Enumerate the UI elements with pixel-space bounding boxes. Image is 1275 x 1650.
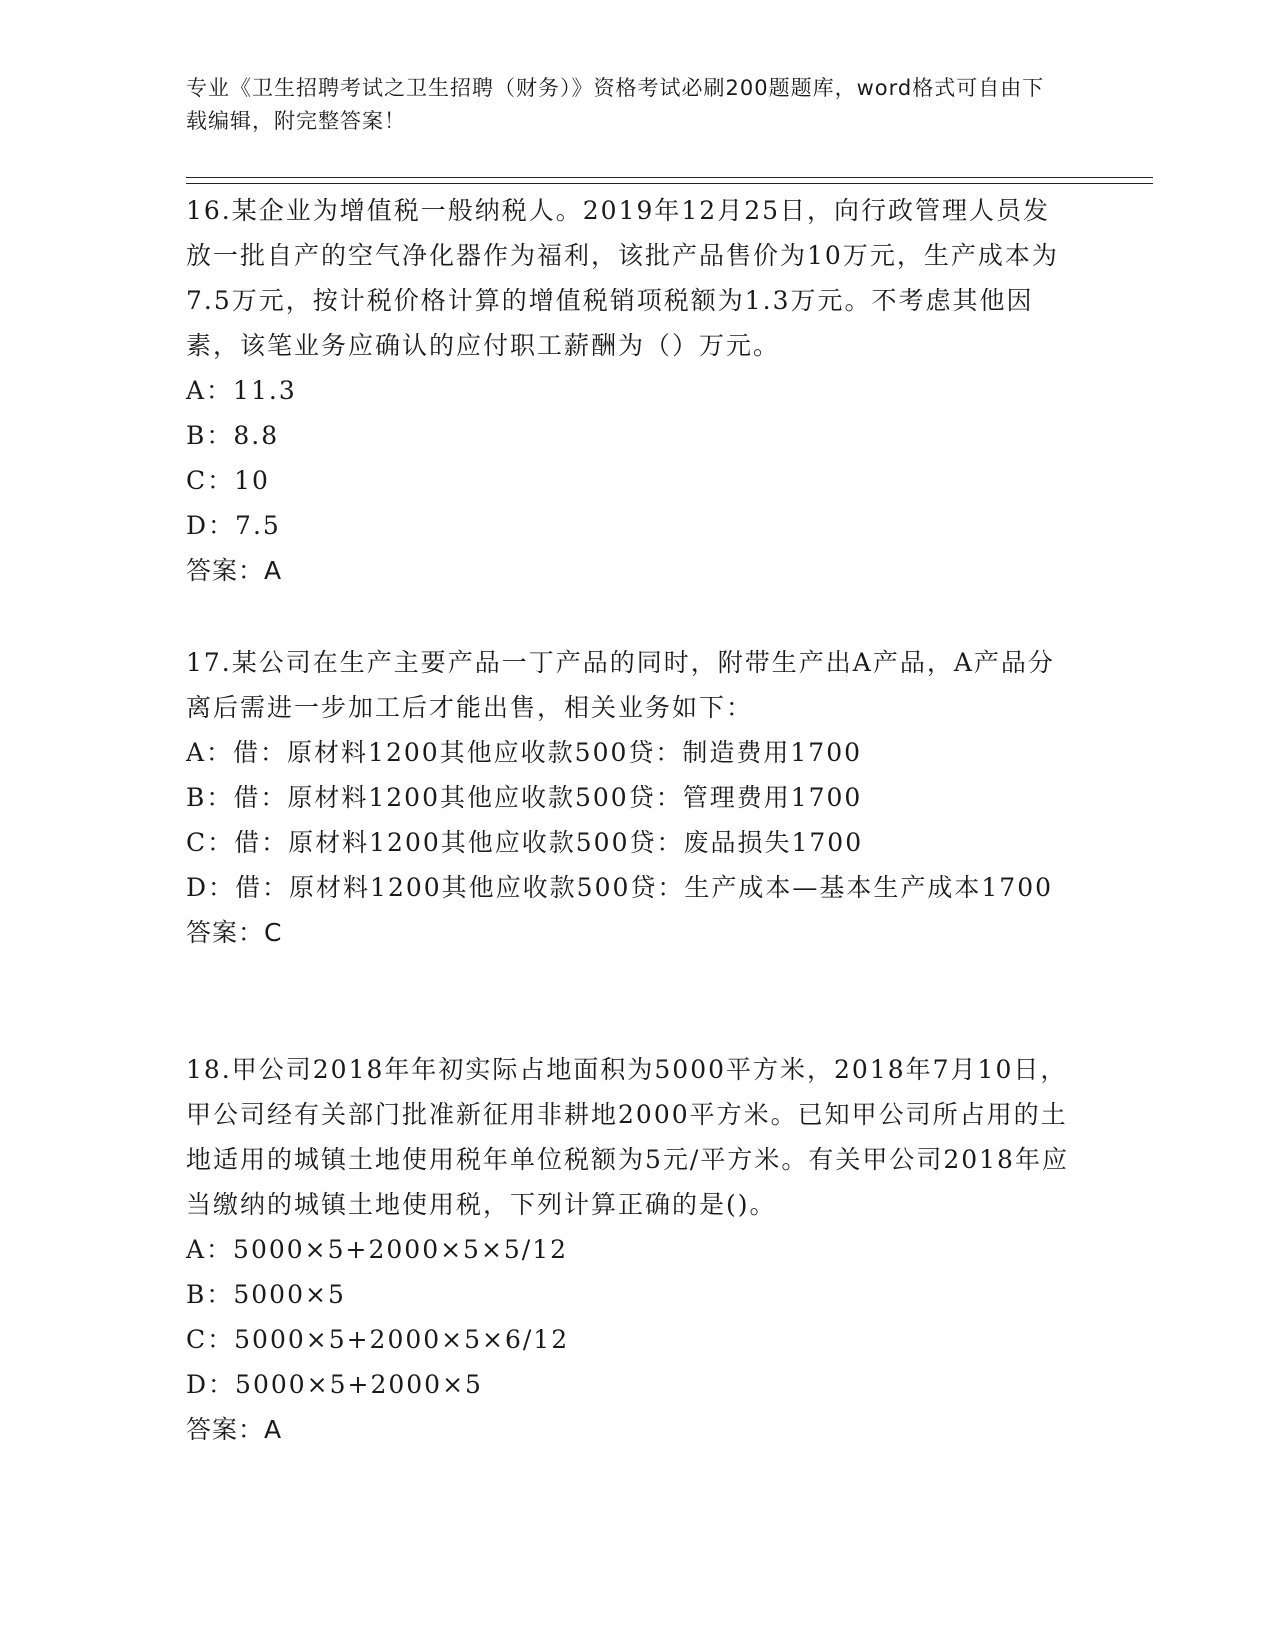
- option-c: C：5000×5+2000×5×6/12: [186, 1325, 570, 1354]
- option-d: D：7.5: [186, 511, 281, 540]
- option-a: A：11.3: [186, 376, 297, 405]
- option-c: C：10: [186, 466, 270, 495]
- question-stem: 18.甲公司2018年年初实际占地面积为5000平方米，2018年7月10日，甲公司经有关部门批准新征用非耕地2000平方米。已知甲公司所占用的土地适用的城镇土地使用税年单位税额为5元/平方米。有关甲公司2018年应当缴纳的城镇土地使用税，下列计算正确的是()。: [186, 1055, 1069, 1219]
- document-header: 专业《卫生招聘考试之卫生招聘（财务）》资格考试必刷200题题库，word格式可自由下载编辑，附完整答案！: [186, 76, 1045, 133]
- option-b: B：5000×5: [186, 1280, 346, 1309]
- question-18: [186, 1047, 1076, 1452]
- question-17: [186, 640, 1076, 955]
- option-a: A：5000×5+2000×5×5/12: [186, 1235, 569, 1264]
- question-stem: 17.某公司在生产主要产品一丁产品的同时，附带生产出A产品，A产品分离后需进一步加工后才能出售，相关业务如下：: [186, 648, 1055, 722]
- question-16: [186, 188, 1076, 593]
- option-d: D：借：原材料1200其他应收款500贷：生产成本—基本生产成本1700: [186, 873, 1054, 902]
- answer-label: 答案：C: [186, 918, 283, 947]
- option-c: C：借：原材料1200其他应收款500贷：废品损失1700: [186, 828, 864, 857]
- answer-label: 答案：A: [186, 1415, 283, 1444]
- option-b: B：借：原材料1200其他应收款500贷：管理费用1700: [186, 783, 863, 812]
- header-divider-bottom: [186, 183, 1153, 184]
- question-stem: 16.某企业为增值税一般纳税人。2019年12月25日，向行政管理人员发放一批自产的空气净化器作为福利，该批产品售价为10万元，生产成本为7.5万元，按计税价格计算的增值税销项税额为1.3万元。不考虑其他因素，该笔业务应确认的应付职工薪酬为（）万元。: [186, 196, 1059, 360]
- option-a: A：借：原材料1200其他应收款500贷：制造费用1700: [186, 738, 863, 767]
- option-b: B：8.8: [186, 421, 280, 450]
- option-d: D：5000×5+2000×5: [186, 1370, 483, 1399]
- header-divider-top: [186, 177, 1153, 178]
- answer-label: 答案：A: [186, 556, 283, 585]
